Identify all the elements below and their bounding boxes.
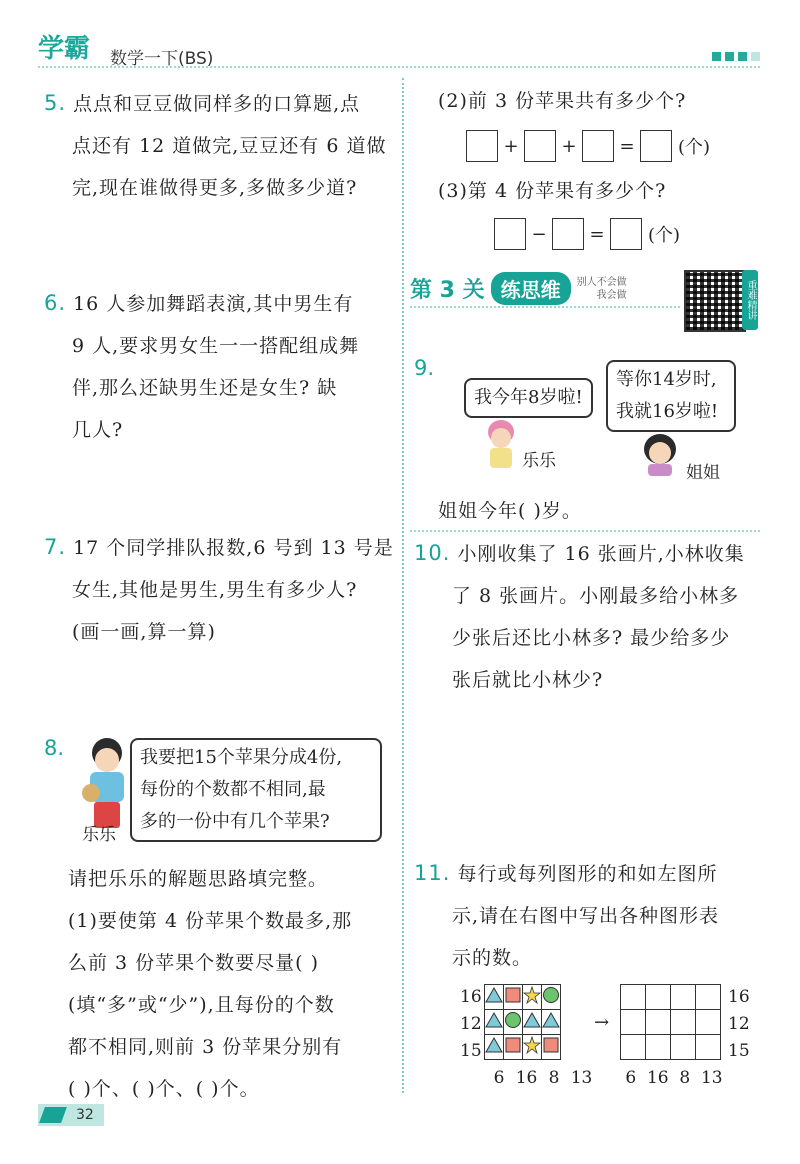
q6-line: 16 人参加舞蹈表演,其中男生有 [73, 293, 354, 315]
q8-p2-equation [466, 130, 710, 162]
q7-line: (画一画,算一算) [72, 621, 216, 643]
col-sum: 6 [493, 1068, 505, 1088]
book-title: 数学一下(BS) [110, 49, 214, 69]
question-number: 11. [414, 861, 451, 885]
row-sum: 16 [728, 987, 750, 1007]
question-number: 7. [44, 535, 67, 559]
col-sum: 8 [679, 1068, 691, 1088]
col-sum: 6 [625, 1068, 637, 1088]
q8-p3: (3)第 4 份苹果有多少个? [438, 180, 667, 202]
q7-line: 17 个同学排队报数,6 号到 13 号是 [73, 537, 394, 559]
col-sum: 16 [515, 1068, 538, 1088]
shape-table [484, 984, 561, 1060]
q8-p3-equation [494, 218, 680, 250]
q8-p1-line: (填“多”或“少”),且每份的个数 [68, 994, 335, 1016]
square-icon [504, 985, 523, 1010]
star-icon [523, 985, 542, 1010]
kid-name-label: 乐乐 [82, 825, 116, 845]
q6-line: 几人? [72, 419, 124, 441]
section-pill: 练思维 [491, 272, 571, 305]
bubble-line: 等你14岁时, [616, 369, 717, 390]
col-sum: 13 [570, 1068, 593, 1088]
q8-p1-line: 么前 3 份苹果个数要尽量( ) [68, 952, 320, 974]
answer-cell[interactable] [646, 985, 671, 1010]
answer-cell[interactable] [621, 985, 646, 1010]
section-title: 第 3 关 [410, 278, 485, 303]
triangle-icon [485, 1010, 504, 1035]
kid-name-label: 姐姐 [686, 463, 720, 483]
circle-icon [504, 1010, 523, 1035]
tagline-line: 我会做 [596, 289, 627, 301]
triangle-icon [542, 1010, 561, 1035]
plus-sign: + [503, 135, 519, 157]
col-sum: 13 [700, 1068, 723, 1088]
pencil-icon [39, 1107, 67, 1123]
answer-cell[interactable] [671, 1035, 696, 1060]
q10-line: 少张后还比小林多? 最少给多少 [452, 627, 731, 649]
sister-illustration [640, 434, 680, 476]
bubble-line: 多的一份中有几个苹果? [140, 811, 330, 832]
question-5 [44, 82, 394, 209]
column-divider [402, 78, 404, 1093]
answer-box[interactable] [494, 218, 526, 250]
answer-cell[interactable] [621, 1035, 646, 1060]
speech-bubble [130, 738, 382, 842]
shape-grid-right [620, 984, 750, 1088]
q5-line: 完,现在谁做得更多,多做多少道? [72, 177, 358, 199]
kid-name-label: 乐乐 [522, 451, 556, 471]
answer-box[interactable] [582, 130, 614, 162]
row-sum: 15 [728, 1041, 750, 1061]
qr-code-icon[interactable] [684, 270, 746, 332]
star-icon [523, 1035, 542, 1060]
q5-line: 点还有 12 道做完,豆豆还有 6 道做 [72, 135, 387, 157]
bubble-line: 我就16岁啦! [616, 401, 719, 422]
equals-sign: = [589, 223, 605, 245]
q8-p1-line: (1)要使第 4 份苹果个数最多,那 [68, 910, 353, 932]
plus-sign: + [561, 135, 577, 157]
question-11 [414, 852, 764, 979]
answer-table [620, 984, 721, 1060]
q6-line: 伴,那么还缺男生还是女生? 缺 [72, 377, 338, 399]
arrow-icon: → [594, 1012, 610, 1033]
header-decoration [712, 52, 760, 61]
q7-line: 女生,其他是男生,男生有多少人? [72, 579, 358, 601]
header-rule [38, 66, 760, 68]
speech-bubble [606, 360, 736, 432]
square-icon [542, 1035, 561, 1060]
section-header [410, 272, 627, 305]
q8-intro: 请把乐乐的解题思路填完整。 [68, 868, 329, 890]
col-sums [488, 1068, 598, 1088]
col-sum: 8 [548, 1068, 560, 1088]
col-sum: 16 [646, 1068, 669, 1088]
equals-sign: = [619, 135, 635, 157]
page-number-badge [38, 1104, 104, 1126]
row-sum: 16 [460, 987, 482, 1007]
q8-body [68, 858, 398, 1110]
bubble-line: 我要把15个苹果分成4份, [140, 747, 343, 768]
question-10 [414, 532, 764, 701]
row-sum: 12 [460, 1014, 482, 1034]
q8-p2: (2)前 3 份苹果共有多少个? [438, 90, 687, 112]
q8-p1-line: ( )个、( )个、( )个。 [68, 1078, 260, 1100]
bubble-line: 每份的个数都不相同,最 [140, 779, 326, 800]
q10-line: 小刚收集了 16 张画片,小林收集 [457, 543, 745, 565]
triangle-icon [485, 985, 504, 1010]
answer-box[interactable] [552, 218, 584, 250]
question-number: 9. [414, 356, 435, 380]
unit-label: (个) [678, 137, 711, 158]
answer-box[interactable] [640, 130, 672, 162]
square-icon [504, 1035, 523, 1060]
answer-cell[interactable] [646, 1010, 671, 1035]
answer-cell[interactable] [621, 1010, 646, 1035]
speech-bubble: 我今年8岁啦! [464, 378, 593, 418]
circle-icon [542, 985, 561, 1010]
tagline-line: 别人不会做 [576, 276, 627, 288]
question-7 [44, 526, 394, 653]
brand-logo: 学霸 [38, 34, 91, 64]
minus-sign: − [531, 223, 547, 245]
q5-line: 点点和豆豆做同样多的口算题,点 [73, 93, 361, 115]
question-number: 10. [414, 541, 451, 565]
answer-cell[interactable] [696, 985, 721, 1010]
page-number: 32 [76, 1107, 94, 1123]
triangle-icon [523, 1010, 542, 1035]
answer-box[interactable] [524, 130, 556, 162]
q10-line: 了 8 张画片。小刚最多给小林多 [452, 585, 740, 607]
row-sum: 12 [728, 1014, 750, 1034]
q9-answer: 姐姐今年( )岁。 [438, 500, 582, 522]
question-6 [44, 282, 394, 451]
answer-cell[interactable] [671, 1010, 696, 1035]
answer-box[interactable] [466, 130, 498, 162]
answer-box[interactable] [610, 218, 642, 250]
row-sum: 15 [460, 1041, 482, 1061]
answer-cell[interactable] [696, 1035, 721, 1060]
unit-label: (个) [648, 225, 681, 246]
q11-line: 每行或每列图形的和如左图所 [457, 863, 718, 885]
answer-cell[interactable] [696, 1010, 721, 1035]
col-sums [620, 1068, 728, 1088]
q11-line: 示,请在右图中写出各种图形表 [452, 905, 720, 927]
answer-cell[interactable] [646, 1035, 671, 1060]
triangle-icon [485, 1035, 504, 1060]
section-rule [410, 306, 680, 308]
kid-illustration [484, 420, 518, 468]
qr-side-label: 重难精讲 [742, 270, 758, 330]
question-number: 8. [44, 736, 65, 760]
q6-line: 9 人,要求男女生一一搭配组成舞 [72, 335, 360, 357]
question-number: 5. [44, 91, 67, 115]
q11-line: 示的数。 [452, 947, 533, 969]
question-number: 6. [44, 291, 67, 315]
q10-line: 张后就比小林少? [452, 669, 604, 691]
answer-cell[interactable] [671, 985, 696, 1010]
section-tagline [577, 276, 627, 302]
q8-p1-line: 都不相同,则前 3 份苹果分别有 [68, 1036, 343, 1058]
